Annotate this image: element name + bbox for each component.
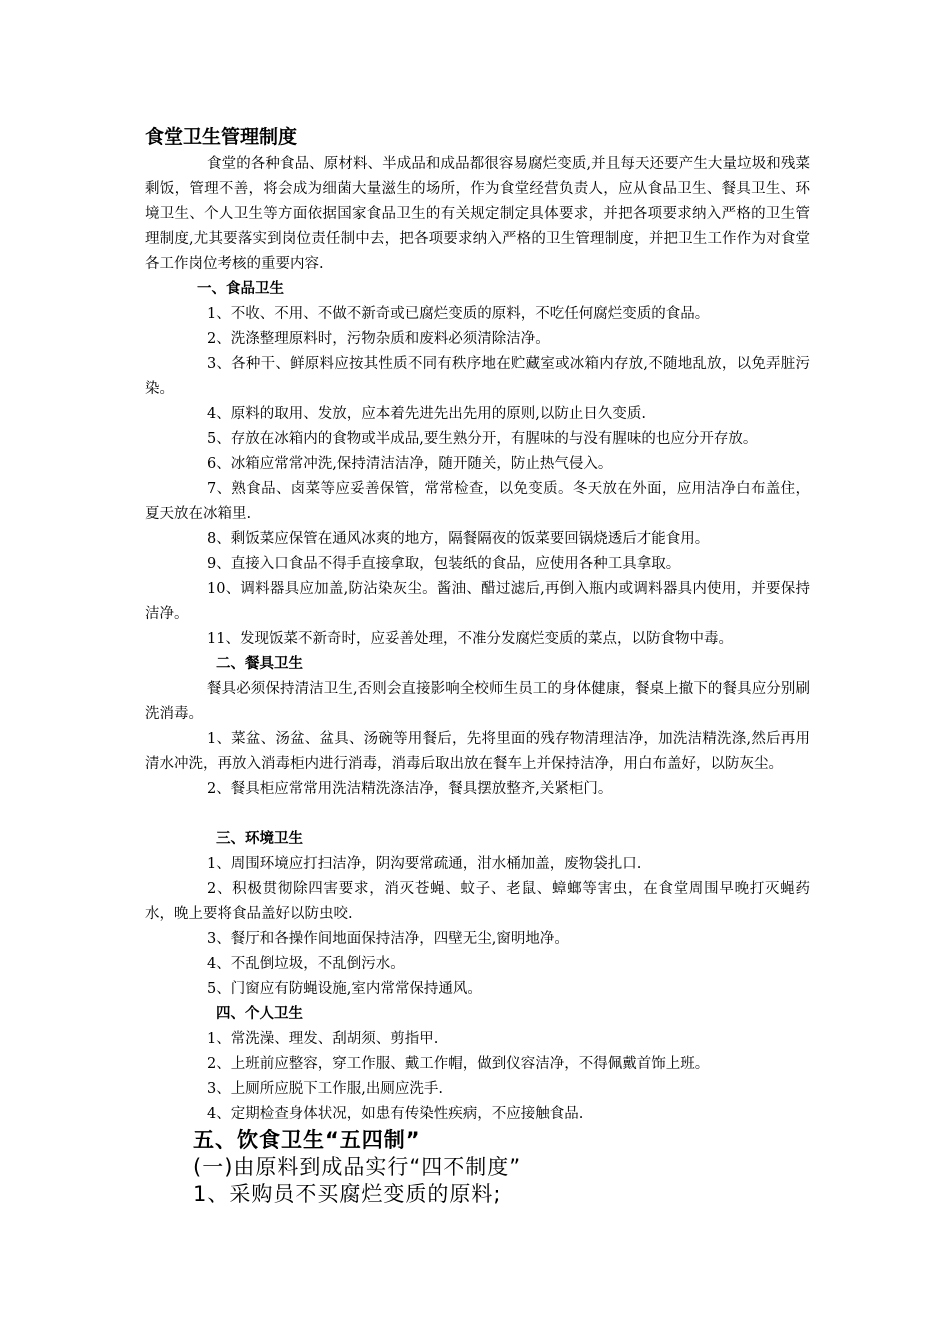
list-item: 2、洗涤整理原料时，污物杂质和废料必须清除洁净。 [207, 331, 550, 347]
list-item: 6、冰箱应常常冲洗,保持清洁洁净，随开随关，防止热气侵入。 [207, 456, 613, 472]
list-item: 4、定期检查身体状况，如患有传染性疾病，不应接触食品. [207, 1106, 584, 1122]
list-item: 1、菜盆、汤盆、盆具、汤碗等用餐后，先将里面的残存物清理洁净，加洗洁精洗涤,然后再用清水冲洗，再放入消毒柜内进行消毒，消毒后取出放在餐车上并保持洁净，用白布盖好，以防灰尘。 [145, 731, 810, 772]
list-item: 3、上厕所应脱下工作服,出厕应洗手. [207, 1081, 443, 1097]
section-intro: 餐具必须保持清洁卫生,否则会直接影响全校师生员工的身体健康，餐桌上撤下的餐具应分别刷洗消毒。 [145, 681, 810, 722]
blank-line [145, 802, 810, 827]
document-body [145, 122, 810, 1208]
list-item: 1、采购员不买腐烂变质的原料; [193, 1182, 502, 1206]
subsection-heading: (一)由原料到成品实行“四不制度” [193, 1155, 522, 1179]
document-title: 食堂卫生管理制度 [145, 126, 298, 148]
intro-paragraph: 食堂的各种食品、原材料、半成品和成品都很容易腐烂变质,并且每天还要产生大量垃圾和残菜剩饭，管理不善，将会成为细菌大量滋生的场所，作为食堂经营负责人，应从食品卫生、餐具卫生、环境卫生、个人卫生等方面依据国家食品卫生的有关规定制定具体要求，并把各项要求纳入严格的卫生管理制度,尤其要落实到岗位责任制中去，把各项要求纳入严格的卫生管理制度，并把卫生工作作为对食堂各工作岗位考核的重要内容. [145, 156, 810, 272]
list-item: 3、餐厅和各操作间地面保持洁净，四壁无尘,窗明地净。 [207, 931, 569, 947]
list-item: 1、常洗澡、理发、刮胡须、剪指甲. [207, 1031, 439, 1047]
list-item: 4、不乱倒垃圾，不乱倒污水。 [207, 956, 405, 972]
section-heading-personal-hygiene: 四、个人卫生 [216, 1006, 303, 1022]
list-item: 1、周围环境应打扫洁净，阴沟要常疏通，泔水桶加盖，废物袋扎口. [207, 856, 642, 872]
list-item: 10、调料器具应加盖,防沾染灰尘。酱油、醋过滤后,再倒入瓶内或调料器具内使用，并要保持洁净。 [145, 581, 810, 622]
list-item: 4、原料的取用、发放，应本着先进先出先用的原则,以防止日久变质. [207, 406, 646, 422]
list-item: 9、直接入口食品不得手直接拿取，包装纸的食品，应使用各种工具拿取。 [207, 556, 681, 572]
section-heading-tableware-hygiene: 二、餐具卫生 [216, 656, 303, 672]
list-item: 2、餐具柜应常常用洗洁精洗涤洁净，餐具摆放整齐,关紧柜门。 [207, 781, 613, 797]
section-heading-food-hygiene: 一、食品卫生 [197, 281, 284, 297]
list-item: 1、不收、不用、不做不新奇或已腐烂变质的原料，不吃任何腐烂变质的食品。 [207, 306, 710, 322]
list-item: 5、存放在冰箱内的食物或半成品,要生熟分开，有腥味的与没有腥味的也应分开存放。 [207, 431, 758, 447]
list-item: 11、发现饭菜不新奇时，应妥善处理，不准分发腐烂变质的菜点，以防食物中毒。 [207, 631, 733, 647]
list-item: 7、熟食品、卤菜等应妥善保管，常常检查，以免变质。冬天放在外面，应用洁净白布盖住，夏天放在冰箱里. [145, 481, 810, 522]
section-heading-diet-hygiene: 五、饮食卫生“五四制” [193, 1128, 421, 1152]
list-item: 5、门窗应有防蝇设施,室内常常保持通风。 [207, 981, 482, 997]
list-item: 2、上班前应整容，穿工作服、戴工作帽，做到仪容洁净，不得佩戴首饰上班。 [207, 1056, 710, 1072]
list-item: 8、剩饭菜应保管在通风冰爽的地方，隔餐隔夜的饭菜要回锅烧透后才能食用。 [207, 531, 710, 547]
section-heading-environment-hygiene: 三、环境卫生 [216, 831, 303, 847]
list-item: 2、积极贯彻除四害要求，消灭苍蝇、蚊子、老鼠、蟑螂等害虫，在食堂周围早晚打灭蝇药水，晚上要将食品盖好以防虫咬. [145, 881, 810, 922]
list-item: 3、各种干、鲜原料应按其性质不同有秩序地在贮藏室或冰箱内存放,不随地乱放，以免弄脏污染。 [145, 356, 810, 397]
